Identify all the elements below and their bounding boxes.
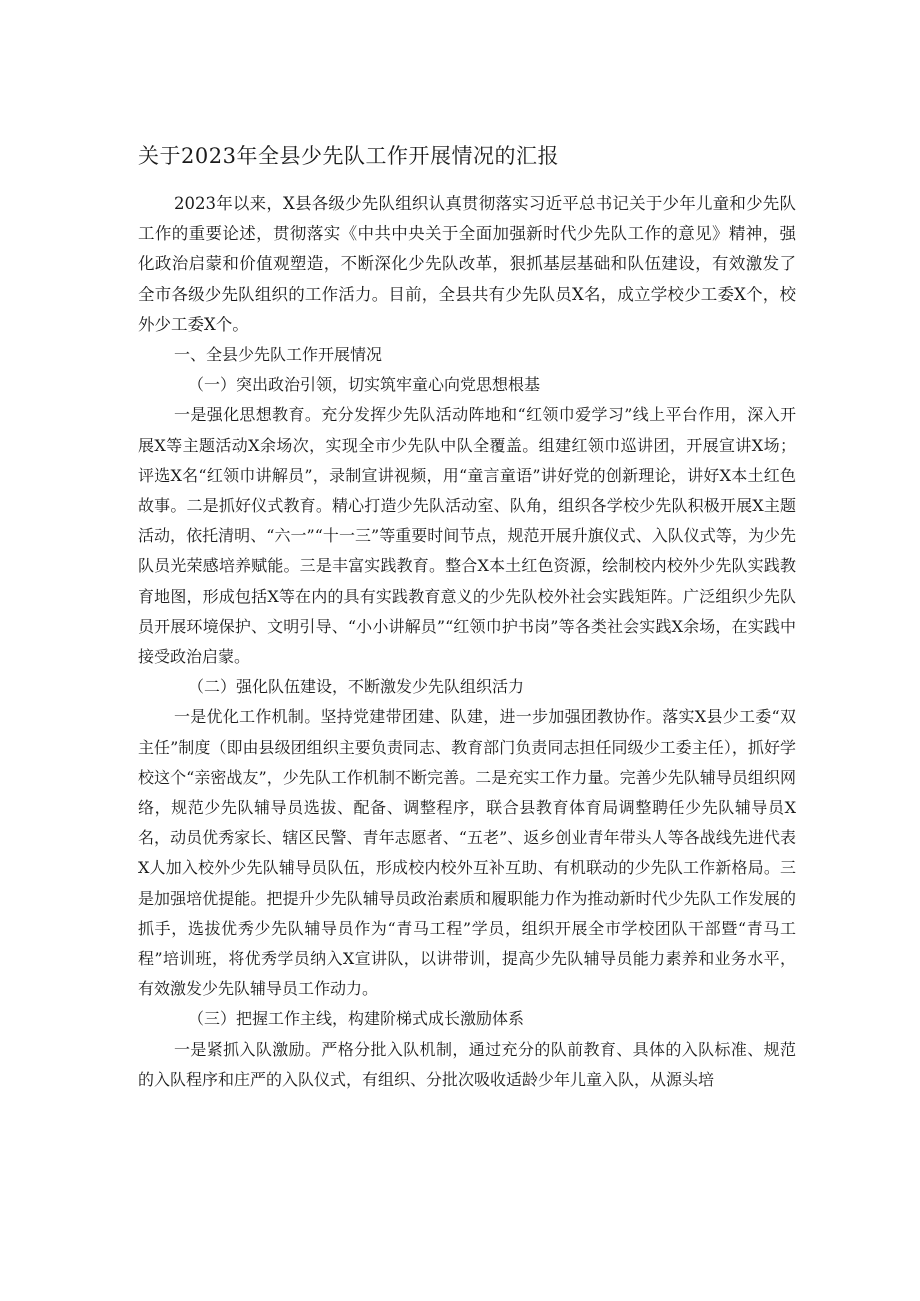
subsection-heading-3: （三）把握工作主线，构建阶梯式成长激励体系 — [188, 1009, 525, 1029]
body-paragraph-2: 一是优化工作机制。坚持党建带团建、队建，进一步加强团教协作。落实X县少工委“双主任”制度（即由县级团组织主要负责同志、教育部门负责同志担任同级少工委主任），抓好学校这个“亲密战友”，少先队工作机制不断完善。二是充实工作力量。完善少先队辅导员组织网络，规范少先队辅导员选拔、配备、调整程序，联合县教育体育局调整聘任少先队辅导员X名，动员优秀家长、辖区民警、青年志愿者、“五老”、返乡创业青年带头人等各战线先进代表X人加入校外少先队辅导员队伍，形成校内校外互补互助、有机联动的少先队工作新格局。三是加强培优提能。把提升少先队辅导员政治素质和履职能力作为推动新时代少先队工作发展的抓手，选拔优秀少先队辅导员作为“青马工程”学员，组织开展全市学校团队干部暨“青马工程”培训班，将优秀学员纳入X宣讲队，以讲带训，提高少先队辅导员能力素养和业务水平，有效激发少先队辅导员工作动力。 — [138, 707, 796, 999]
subsection-heading-1: （一）突出政治引领，切实筑牢童心向党思想根基 — [188, 375, 541, 395]
body-paragraph-1: 一是强化思想教育。充分发挥少先队活动阵地和“红领巾爱学习”线上平台作用，深入开展X等主题活动X余场次，实现全市少先队中队全覆盖。组建红领巾巡讲团，开展宣讲X场；评选X名“红领巾讲解员”，录制宣讲视频，用“童言童语”讲好党的创新理论，讲好X本土红色故事。二是抓好仪式教育。精心打造少先队活动室、队角，组织各学校少先队积极开展X主题活动，依托清明、“六一”“十一三”等重要时间节点，规范开展升旗仪式、入队仪式等，为少先队员光荣感培养赋能。三是丰富实践教育。整合X本土红色资源，绘制校内校外少先队实践教育地图，形成包括X等在内的具有实践教育意义的少先队校外社会实践矩阵。广泛组织少先队员开展环境保护、文明引导、“小小讲解员”“红领巾护书岗”等各类社会实践X余场，在实践中接受政治启蒙。 — [138, 405, 796, 667]
intro-paragraph: 2023年以来，X县各级少先队组织认真贯彻落实习近平总书记关于少年儿童和少先队工作的重要论述，贯彻落实《中共中央关于全面加强新时代少先队工作的意见》精神，强化政治启蒙和价值观塑造，不断深化少先队改革，狠抓基层基础和队伍建设，有效激发了全市各级少先队组织的工作活力。目前，全县共有少先队员X名，成立学校少工委X个，校外少工委X个。 — [138, 194, 796, 334]
body-paragraph-3: 一是紧抓入队激励。严格分批入队机制，通过充分的队前教育、具体的入队标准、规范的入队程序和庄严的入队仪式，有组织、分批次吸收适龄少年儿童入队，从源头培 — [138, 1039, 796, 1089]
subsection-heading-2: （二）强化队伍建设，不断激发少先队组织活力 — [188, 677, 525, 697]
document-body — [138, 189, 796, 1095]
document-title: 关于2023年全县少先队工作开展情况的汇报 — [138, 144, 559, 168]
section-heading-1: 一、全县少先队工作开展情况 — [174, 345, 383, 365]
